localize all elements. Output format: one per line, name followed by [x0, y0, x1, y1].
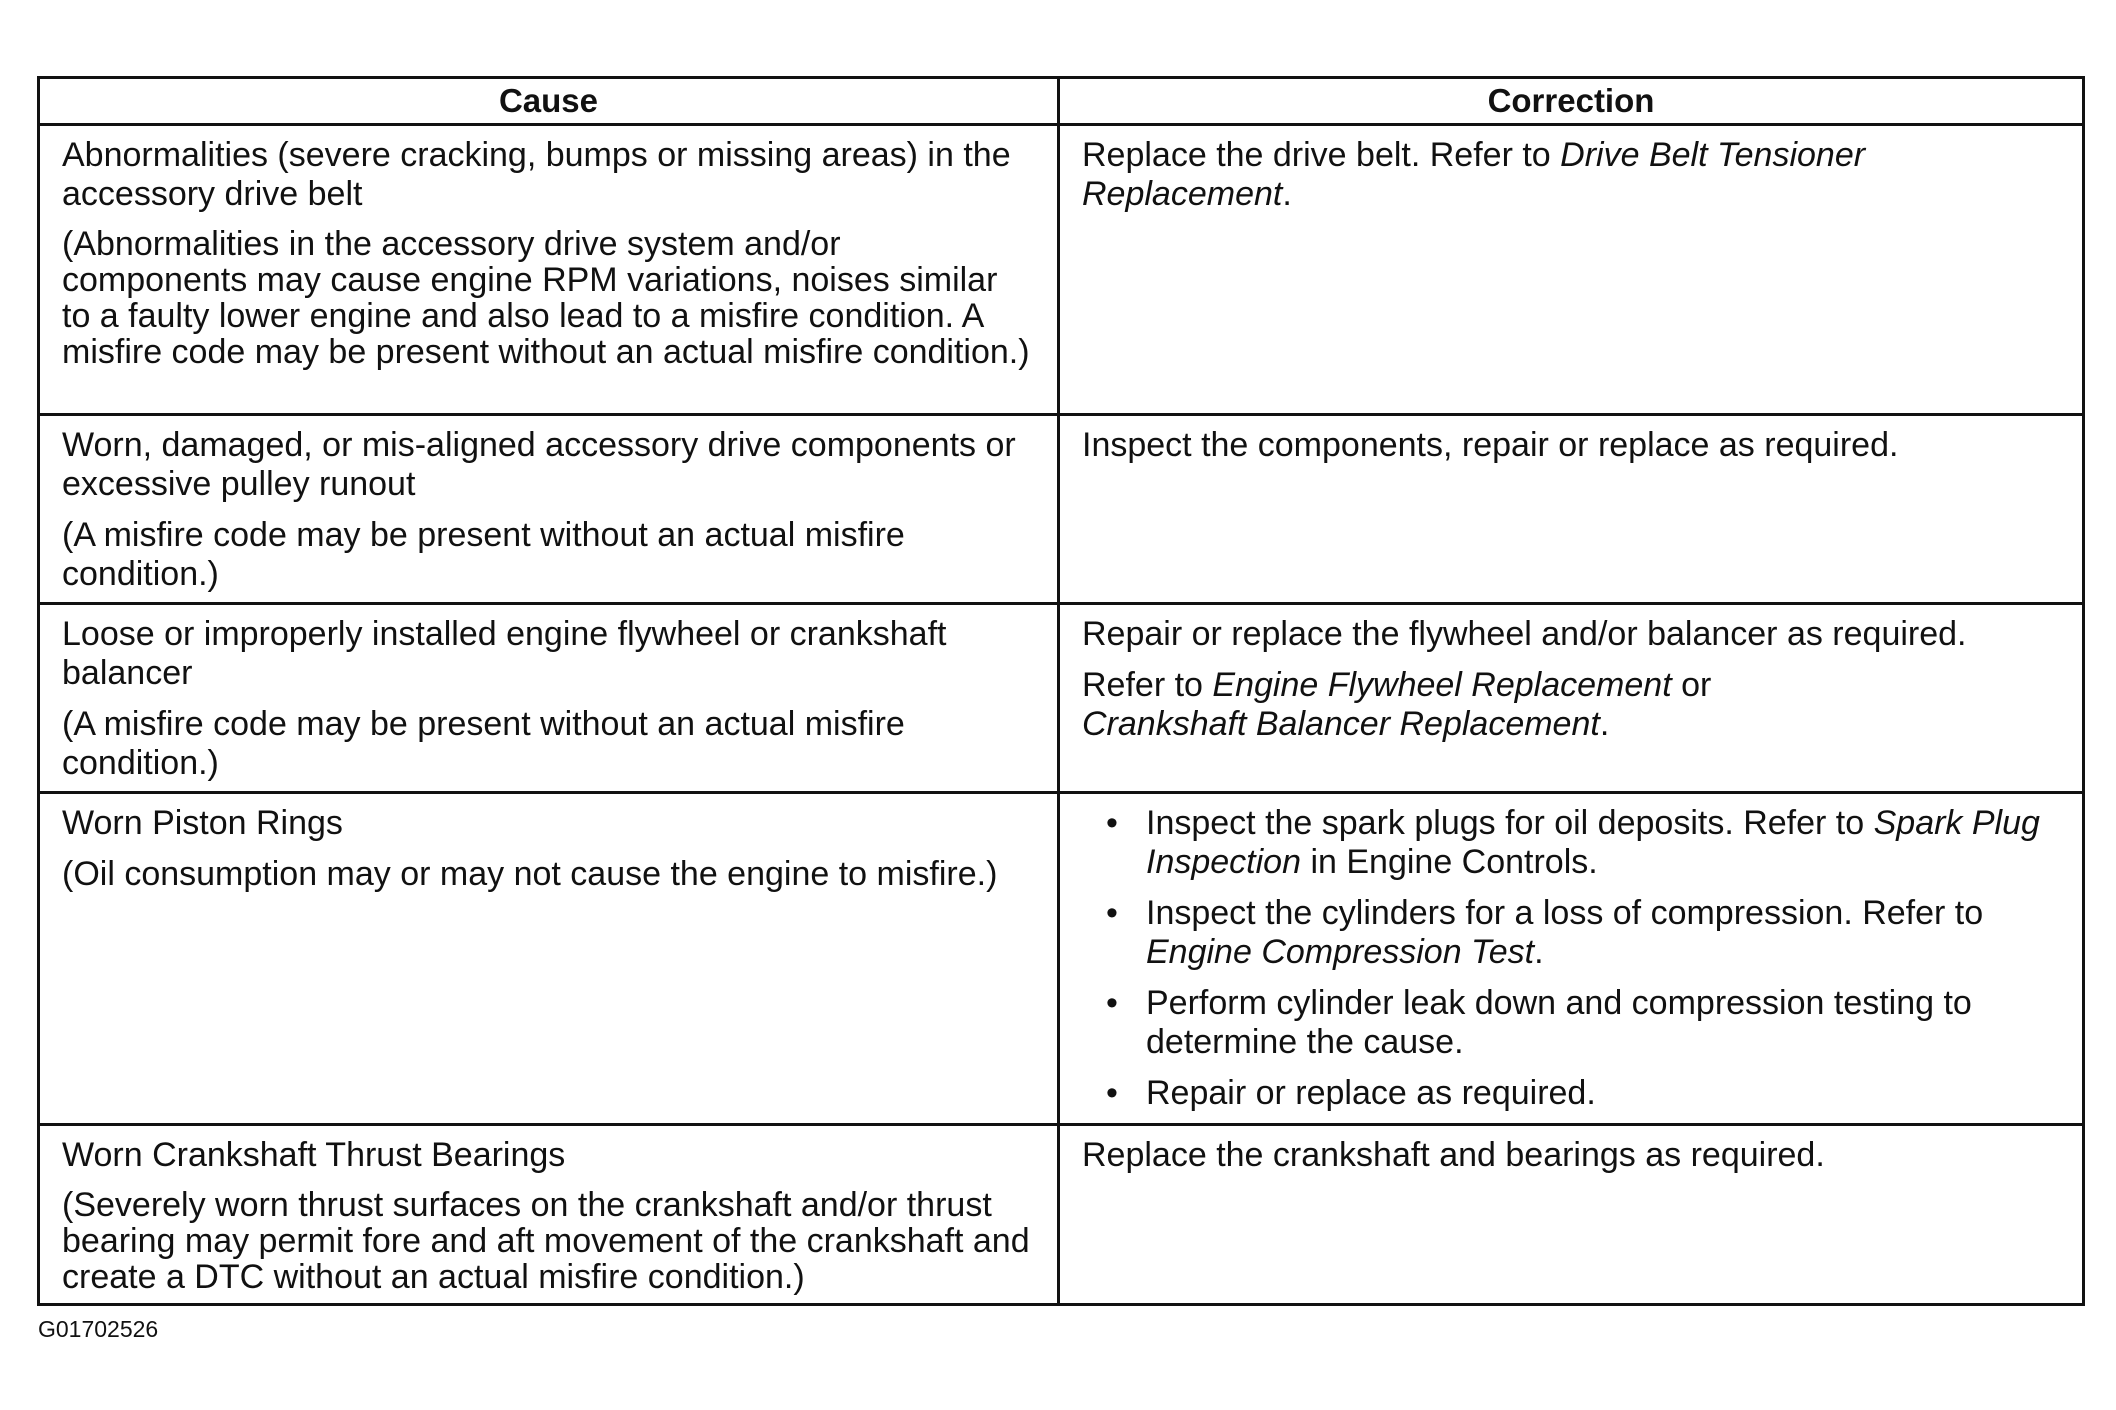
correction-cell	[1059, 1125, 2084, 1305]
procedure-reference: Engine Compression Test	[1146, 933, 1535, 971]
correction-text	[1082, 136, 2060, 214]
correction-cell	[1059, 604, 2084, 793]
cause-text: Worn Crankshaft Thrust Bearings	[62, 1136, 566, 1174]
cause-text: Worn, damaged, or mis-aligned accessory drive components or excessive pulley runout	[62, 426, 1016, 503]
bullet-item: • Perform cylinder leak down and compression testing to determine the cause.	[1106, 984, 2060, 1062]
cause-text: Worn Piston Rings	[62, 804, 343, 842]
cause-cell	[39, 793, 1059, 1125]
procedure-reference: Engine Flywheel Replacement	[1212, 666, 1672, 704]
table-row	[39, 125, 2084, 415]
correction-cell	[1059, 125, 2084, 415]
cause-cell	[39, 1125, 1059, 1305]
procedure-reference: Drive Belt Tensioner Replacement	[1082, 136, 1866, 213]
table-row	[39, 415, 2084, 604]
table-row	[39, 1125, 2084, 1305]
cause-text: Abnormalities (severe cracking, bumps or missing areas) in the accessory drive belt	[62, 136, 1011, 213]
correction-text: Inspect the components, repair or replace as required.	[1082, 426, 1899, 464]
header-cause: Cause	[39, 78, 1059, 125]
cause-note: (A misfire code may be present without an actual misfire condition.)	[62, 516, 905, 593]
table-row	[39, 604, 2084, 793]
correction-bullet-list	[1082, 804, 2060, 1113]
cause-note: (Severely worn thrust surfaces on the crankshaft and/or thrust bearing may permit fore and aft movement of the crankshaft and create a DTC without an actual misfire condition.)	[62, 1186, 1030, 1296]
or-text: or	[1671, 666, 1712, 704]
cause-correction-table	[37, 76, 2085, 1306]
refer-to-text: Refer to	[1082, 666, 1213, 704]
cause-cell	[39, 125, 1059, 415]
bullet-item: • Inspect the spark plugs for oil deposits. Refer to Spark Plug Inspection in Engine Controls.	[1106, 804, 2060, 882]
correction-text: Replace the crankshaft and bearings as required.	[1082, 1136, 1825, 1174]
cause-cell	[39, 415, 1059, 604]
header-correction: Correction	[1059, 78, 2084, 125]
cause-text: Loose or improperly installed engine flywheel or crankshaft balancer	[62, 615, 947, 692]
correction-text: Repair or replace the flywheel and/or balancer as required.	[1082, 615, 1967, 653]
cause-note: (A misfire code may be present without an actual misfire condition.)	[62, 705, 905, 782]
bullet-item: • Repair or replace as required.	[1106, 1074, 2060, 1113]
correction-text-end: .	[1282, 175, 1292, 213]
procedure-reference: Spark Plug Inspection	[1146, 804, 2040, 881]
bullet-item: • Inspect the cylinders for a loss of compression. Refer to Engine Compression Test.	[1106, 894, 2060, 972]
procedure-reference: Crankshaft Balancer Replacement	[1082, 705, 1600, 743]
correction-text-end: .	[1599, 705, 1610, 743]
cause-note: (Oil consumption may or may not cause the engine to misfire.)	[62, 855, 998, 893]
correction-text-lead: Replace the drive belt. Refer to	[1082, 136, 1561, 174]
correction-cell	[1059, 415, 2084, 604]
table-row	[39, 793, 2084, 1125]
correction-reference-line	[1082, 666, 2060, 744]
figure-code: G01702526	[38, 1316, 159, 1342]
cause-cell	[39, 604, 1059, 793]
cause-note: (Abnormalities in the accessory drive system and/or components may cause engine RPM variations, noises similar to a faulty lower engine and also lead to a misfire condition. A misfire code may be present without an actual misfire condition.)	[62, 225, 1030, 371]
correction-cell	[1059, 793, 2084, 1125]
header-row	[39, 78, 2084, 125]
